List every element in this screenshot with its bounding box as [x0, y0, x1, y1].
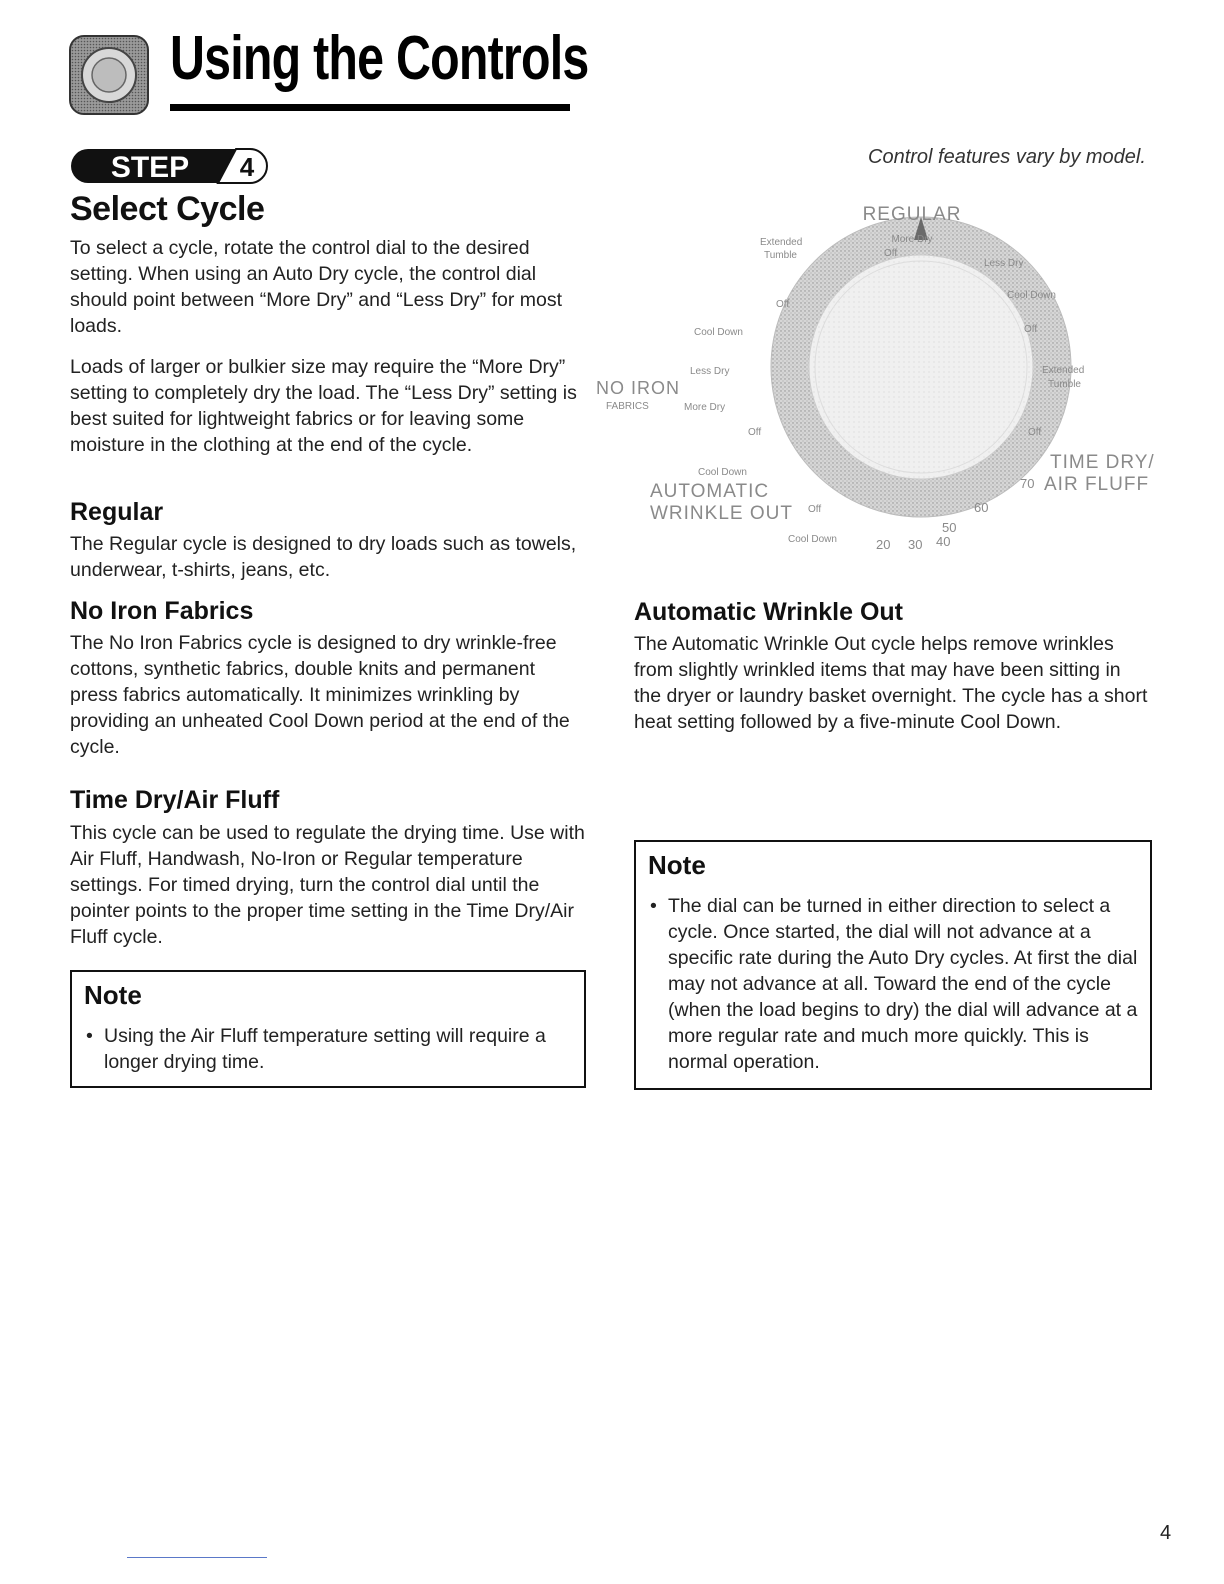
dial-label-40: 40	[936, 534, 951, 549]
dial-label-off: Off	[776, 299, 790, 310]
dial-label-fabrics: FABRICS	[606, 401, 649, 412]
dial-label-no-iron: NO IRON	[596, 378, 681, 398]
step-number: 4	[239, 152, 255, 182]
regular-heading: Regular	[70, 498, 164, 526]
note-box-left	[70, 970, 586, 1088]
model-note: Control features vary by model.	[868, 146, 1146, 168]
time-dry-heading: Time Dry/Air Fluff	[70, 786, 280, 814]
dial-label-off: Off	[748, 427, 762, 438]
control-dial-illustration	[592, 190, 1162, 560]
dial-label-off: Off	[1028, 427, 1042, 438]
dial-label-30: 30	[908, 537, 923, 552]
step-badge	[68, 146, 270, 186]
dial-label-air-fluff: AIR FLUFF	[1044, 474, 1150, 495]
no-iron-text: The No Iron Fabrics cycle is designed to dry wrinkle-free cottons, synthetic fabrics, double knits and permanent press fabrics automatically. It minimizes wrinkling by providing an unheated Cool Down period at the end of the cycle.	[70, 632, 570, 758]
note-item: • The dial can be turned in either direction to select a cycle. Once started, the dial will not advance at a specific rate during the Auto Dry cycles. At first the dial may not advance at all. Toward the end of the cycle (when the load begins to dry) the dial will advance at a more regular rate and much more quickly. This is normal operation.	[648, 893, 1138, 1075]
dial-label-off: Off	[808, 504, 822, 515]
footer-rule	[127, 1557, 267, 1558]
dial-label-tumble: Tumble	[764, 250, 797, 261]
note-box-right	[634, 840, 1152, 1090]
dial-label-time-dry: TIME DRY/	[1050, 452, 1155, 473]
dial-label-60: 60	[974, 500, 989, 515]
time-dry-text: This cycle can be used to regulate the drying time. Use with Air Fluff, Handwash, No-Iron or Regular temperature settings. For timed drying, turn the control dial until the pointer points to the proper time setting in the Time Dry/Air Fluff cycle.	[70, 822, 585, 948]
dial-label-20: 20	[876, 537, 891, 552]
dial-label-cool-down: Cool Down	[698, 467, 747, 478]
title-underline	[170, 104, 570, 111]
select-cycle-para2: Loads of larger or bulkier size may require the “More Dry” setting to completely dry the load. The “Less Dry” setting is best suited for lightweight fabrics or for leaving some moisture in the clothing at the end of the cycle.	[70, 356, 577, 456]
dial-label-automatic: AUTOMATIC	[650, 481, 770, 502]
control-dial-icon	[68, 34, 150, 116]
auto-wrinkle-heading: Automatic Wrinkle Out	[634, 598, 904, 626]
regular-text: The Regular cycle is designed to dry loads such as towels, underwear, t-shirts, jeans, etc.	[70, 533, 577, 581]
dial-label-cool-down: Cool Down	[694, 327, 743, 338]
select-cycle-heading: Select Cycle	[70, 190, 265, 228]
page-number: 4	[1160, 1522, 1172, 1544]
dial-label-tumble: Tumble	[1048, 379, 1081, 390]
note-title: Note	[84, 980, 142, 1010]
dial-label-off: Off	[1024, 324, 1038, 335]
dial-label-regular: REGULAR	[862, 204, 962, 225]
note-list	[648, 893, 1138, 1075]
dial-label-extended: Extended	[760, 237, 803, 248]
dial-label-less-dry: Less Dry	[984, 258, 1024, 269]
note-list	[84, 1023, 572, 1075]
note-item: • Using the Air Fluff temperature setting will require a longer drying time.	[84, 1023, 572, 1075]
dial-label-more-dry: More Dry	[684, 402, 726, 413]
dial-label-50: 50	[942, 520, 957, 535]
auto-wrinkle-text: The Automatic Wrinkle Out cycle helps remove wrinkles from slightly wrinkled items that may have been sitting in the dryer or laundry basket overnight. The cycle has a short heat setting followed by a five-minute Cool Down.	[634, 633, 1148, 733]
step-label: STEP	[110, 151, 190, 184]
no-iron-heading: No Iron Fabrics	[70, 597, 254, 625]
dial-label-off: Off	[884, 248, 898, 259]
dial-label-less-dry: Less Dry	[690, 366, 730, 377]
select-cycle-para1: To select a cycle, rotate the control dial to the desired setting. When using an Auto Dry cycle, the control dial should point between “More Dry” and “Less Dry” for most loads.	[70, 237, 563, 337]
dial-label-cool-down: Cool Down	[788, 534, 837, 545]
dial-label-cool-down: Cool Down	[1007, 290, 1056, 301]
dial-label-wrinkle-out: WRINKLE OUT	[650, 503, 793, 524]
dial-label-extended: Extended	[1042, 365, 1085, 376]
page-title: Using the Controls	[170, 24, 589, 93]
dial-label-70: 70	[1020, 476, 1035, 491]
note-title: Note	[648, 850, 706, 880]
dial-label-more-dry: More Dry	[891, 234, 933, 245]
